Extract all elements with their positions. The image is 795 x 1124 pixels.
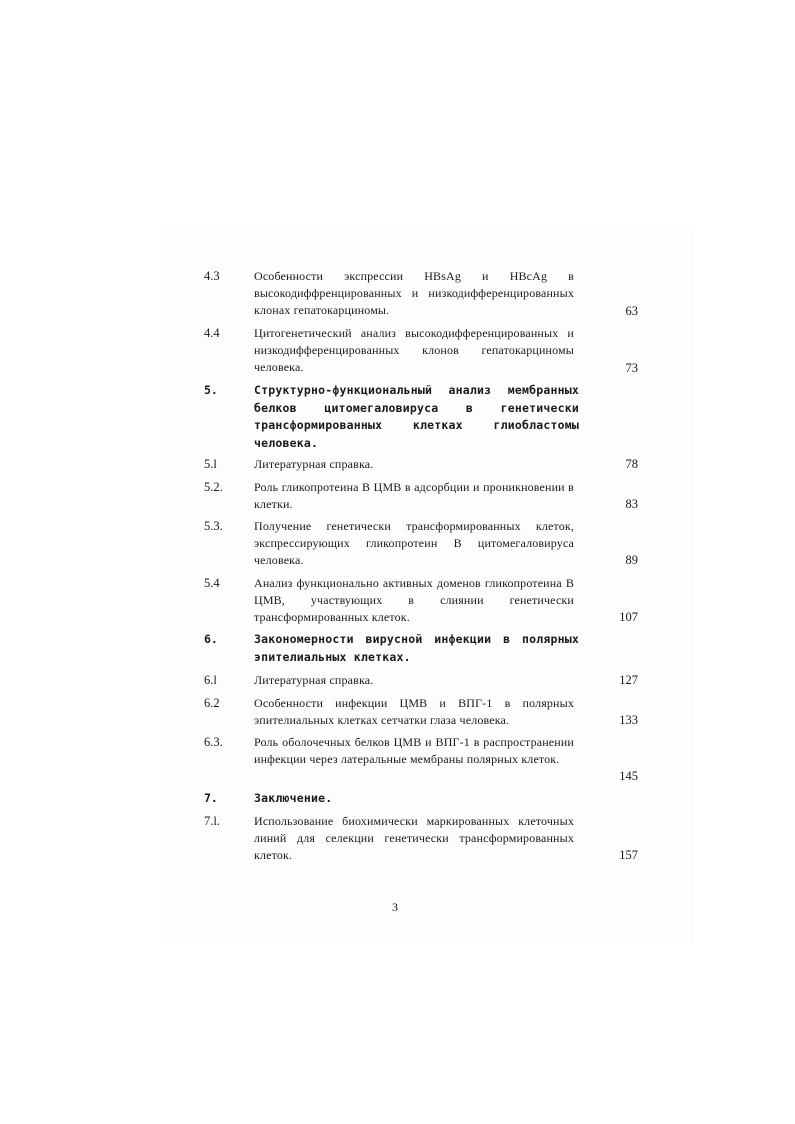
section-number: 6.	[204, 632, 218, 646]
entry-page: 63	[625, 304, 638, 318]
entry-page: 83	[625, 497, 638, 511]
entry-title: Особенности экспрессии HBsAg и HBcAg в высокодиффренцированных и низкодифференцированных клонах гепатокарциномы.	[254, 269, 574, 317]
entry-number: 5.4	[204, 576, 220, 590]
entry-number: 5.l	[204, 457, 217, 471]
entry-title: Анализ функционально активных доменов гликопротеина В ЦМВ, участвующих в слиянии генетически трансформированных клеток.	[254, 576, 574, 624]
entry-page: 73	[625, 361, 638, 375]
section-title: Заключение.	[254, 791, 333, 805]
page-number: 3	[392, 900, 398, 914]
entry-number: 6.2	[204, 696, 220, 710]
entry-page: 78	[625, 457, 638, 471]
entry-number: 5.3.	[204, 519, 223, 533]
entry-number: 6.3.	[204, 735, 223, 749]
section-title: Структурно-функциональный анализ мембранных белков цитомегаловируса в генетически трансформированных клетках глиобластомы человека.	[254, 383, 579, 450]
entry-page: 145	[619, 769, 638, 783]
entry-number: 7.l.	[204, 814, 220, 828]
section-title: Закономерности вирусной инфекции в полярных эпителиальных клетках.	[254, 632, 579, 664]
entry-title: Особенности инфекции ЦМВ и ВПГ-1 в полярных эпителиальных клетках сетчатки глаза человека.	[254, 696, 574, 727]
entry-page: 89	[625, 553, 638, 567]
entry-page: 107	[619, 610, 638, 624]
entry-page: 127	[619, 673, 638, 687]
entry-number: 4.3	[204, 269, 220, 283]
entry-title: Получение генетически трансформированных клеток, экспрессирующих гликопротеин В цитомегаловируса человека.	[254, 519, 574, 567]
section-number: 7.	[204, 791, 218, 805]
entry-page: 157	[619, 848, 638, 862]
entry-title: Роль гликопротеина В ЦМВ в адсорбции и проникновении в клетки.	[254, 480, 574, 511]
entry-number: 5.2.	[204, 480, 223, 494]
entry-page: 133	[619, 713, 638, 727]
entry-title: Литературная справка.	[254, 457, 374, 471]
entry-number: 4.4	[204, 326, 220, 340]
entry-title: Роль оболочечных белков ЦМВ и ВПГ-1 в распространении инфекции через латеральные мембраны полярных клеток.	[254, 735, 574, 766]
entry-title: Использование биохимически маркированных клеточных линий для селекции генетически трансформированных клеток.	[254, 814, 574, 862]
section-number: 5.	[204, 383, 218, 397]
entry-title: Литературная справка.	[254, 673, 374, 687]
entry-title: Цитогенетический анализ высокодифференцированных и низкодифференцированных клонов гепатокарциномы человека.	[254, 326, 574, 374]
entry-number: 6.l	[204, 673, 217, 687]
